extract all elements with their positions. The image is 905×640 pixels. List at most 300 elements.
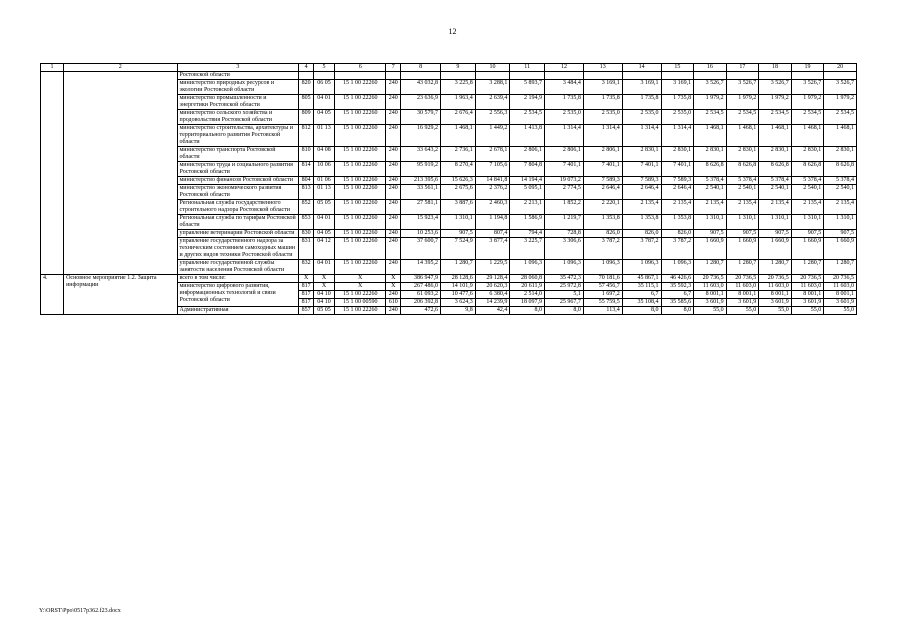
amount-cell: 3 306,6 <box>545 238 584 260</box>
amount-cell: 5 893,7 <box>510 80 545 95</box>
amount-cell: 3 526,7 <box>791 80 824 95</box>
amount-cell: 57 456,7 <box>583 283 622 291</box>
amount-cell: 28 060,8 <box>510 275 545 283</box>
amount-cell: 1 310,1 <box>791 215 824 230</box>
amount-cell: 2 135,4 <box>661 200 694 215</box>
amount-cell: 5 095,1 <box>510 185 545 200</box>
expense-type-cell: 610 <box>386 299 401 307</box>
amount-cell: 6,7 <box>622 291 661 299</box>
amount-cell: 2 535,0 <box>583 110 622 125</box>
amount-cell: 95 919,2 <box>401 162 441 177</box>
amount-cell: 3 169,1 <box>622 80 661 95</box>
expense-type-cell: 240 <box>386 260 401 275</box>
amount-cell <box>726 72 759 80</box>
amount-cell: 907,5 <box>694 230 727 238</box>
amount-cell: 8,0 <box>510 307 545 315</box>
col-header: 1 <box>41 64 64 72</box>
section-code-cell: 05 05 <box>314 200 335 215</box>
amount-cell: 2 678,1 <box>475 147 510 162</box>
amount-cell: 2 535,0 <box>545 110 584 125</box>
amount-cell: 1 353,8 <box>583 215 622 230</box>
amount-cell: 18 097,9 <box>510 299 545 307</box>
amount-cell: 8 626,8 <box>759 162 792 177</box>
col-header: 6 <box>335 64 386 72</box>
number-cell <box>41 72 64 275</box>
table-body <box>41 72 857 315</box>
amount-cell: 5 378,4 <box>694 177 727 185</box>
amount-cell: 267 486,0 <box>401 283 441 291</box>
amount-cell: 70 181,6 <box>583 275 622 283</box>
amount-cell: 1 353,8 <box>661 215 694 230</box>
amount-cell: 2 376,2 <box>475 185 510 200</box>
amount-cell: 1 468,1 <box>726 125 759 147</box>
amount-cell: 10 477,6 <box>441 291 476 299</box>
target-article-cell: 15 1 00 00590 <box>335 299 386 307</box>
amount-cell: 3 787,2 <box>583 238 622 260</box>
amount-cell: 1 314,4 <box>583 125 622 147</box>
amount-cell: 11 603,0 <box>726 283 759 291</box>
amount-cell: 3 526,7 <box>694 80 727 95</box>
amount-cell: 206 392,8 <box>401 299 441 307</box>
amount-cell: 1 468,1 <box>791 125 824 147</box>
amount-cell: 8,0 <box>545 307 584 315</box>
amount-cell: 55,0 <box>791 307 824 315</box>
amount-cell: 3 601,9 <box>694 299 727 307</box>
amount-cell: 1 660,9 <box>694 238 727 260</box>
amount-cell: 55 759,5 <box>583 299 622 307</box>
amount-cell: 27 581,1 <box>401 200 441 215</box>
amount-cell: 6,7 <box>661 291 694 299</box>
amount-cell: 8 270,4 <box>441 162 476 177</box>
section-code-cell: 10 06 <box>314 162 335 177</box>
section-code-cell: 04 10 <box>314 299 335 307</box>
amount-cell: 2 646,4 <box>583 185 622 200</box>
amount-cell: 8,0 <box>661 307 694 315</box>
section-code-cell: 05 05 <box>314 307 335 315</box>
amount-cell: 7 401,1 <box>583 162 622 177</box>
amount-cell: 1 194,8 <box>475 215 510 230</box>
target-article-cell: 15 1 00 22260 <box>335 95 386 110</box>
amount-cell <box>694 72 727 80</box>
amount-cell: 2 736,1 <box>441 147 476 162</box>
amount-cell: 1 310,1 <box>824 215 857 230</box>
amount-cell: 3 601,9 <box>791 299 824 307</box>
amount-cell: 15 626,3 <box>441 177 476 185</box>
amount-cell: 1 314,4 <box>545 125 584 147</box>
amount-cell: 1 979,2 <box>726 95 759 110</box>
amount-cell: 2 194,9 <box>510 95 545 110</box>
amount-cell: 1 280,7 <box>726 260 759 275</box>
amount-cell: 1 449,2 <box>475 125 510 147</box>
section-code-cell: 04 12 <box>314 238 335 260</box>
executor-cell: министерство экономического развития Ростовской области <box>177 185 299 200</box>
amount-cell: 1 735,8 <box>661 95 694 110</box>
amount-cell: 3 887,6 <box>441 200 476 215</box>
amount-cell: 7 589,3 <box>583 177 622 185</box>
section-code-cell: 04 10 <box>314 291 335 299</box>
amount-cell: 1 280,7 <box>759 260 792 275</box>
amount-cell: 1 979,2 <box>759 95 792 110</box>
amount-cell: 2 830,1 <box>661 147 694 162</box>
executor-cell: министерство природных ресурсов и экологии Ростовской области <box>177 80 299 95</box>
amount-cell: 7 401,1 <box>545 162 584 177</box>
amount-cell: 23 636,9 <box>401 95 441 110</box>
section-code-cell: 04 08 <box>314 147 335 162</box>
amount-cell: 7 589,3 <box>622 177 661 185</box>
amount-cell: 1 353,8 <box>622 215 661 230</box>
amount-cell: 2 830,1 <box>694 147 727 162</box>
gr-code-cell: 812 <box>299 125 314 147</box>
amount-cell: 3 484,4 <box>545 80 584 95</box>
amount-cell: 2 135,4 <box>726 200 759 215</box>
col-header: 7 <box>386 64 401 72</box>
amount-cell: 8 626,8 <box>824 162 857 177</box>
amount-cell: 5,1 <box>545 291 584 299</box>
col-header: 12 <box>545 64 584 72</box>
amount-cell: 3 787,2 <box>622 238 661 260</box>
expense-type-cell: 240 <box>386 162 401 177</box>
amount-cell: 1 096,3 <box>622 260 661 275</box>
amount-cell: 35 592,3 <box>661 283 694 291</box>
target-article-cell: 15 1 00 22260 <box>335 200 386 215</box>
executor-cell: управление государственной службы занятости населения Ростовской области <box>177 260 299 275</box>
gr-code-cell: 813 <box>299 185 314 200</box>
amount-cell: 35 585,6 <box>661 299 694 307</box>
amount-cell: 55,0 <box>824 307 857 315</box>
expense-type-cell: 240 <box>386 200 401 215</box>
amount-cell <box>661 72 694 80</box>
expense-type-cell: X <box>386 283 401 291</box>
file-path-footer: Y:\ORST\Ppo\0517p362.f23.docx <box>39 608 121 614</box>
amount-cell: 3 877,4 <box>475 238 510 260</box>
amount-cell: 1 280,7 <box>791 260 824 275</box>
section-code-cell: 01 06 <box>314 177 335 185</box>
column-number-row <box>41 64 857 72</box>
amount-cell <box>475 72 510 80</box>
amount-cell: 1 979,2 <box>791 95 824 110</box>
amount-cell: 2 135,4 <box>694 200 727 215</box>
amount-cell: 1 310,1 <box>759 215 792 230</box>
amount-cell: 2 514,0 <box>510 291 545 299</box>
expense-type-cell: 240 <box>386 80 401 95</box>
amount-cell: 1 310,1 <box>726 215 759 230</box>
amount-cell: 20 736,5 <box>824 275 857 283</box>
amount-cell: 2 540,1 <box>694 185 727 200</box>
amount-cell: 907,5 <box>759 230 792 238</box>
amount-cell: 35 115,1 <box>622 283 661 291</box>
amount-cell: 1 468,1 <box>824 125 857 147</box>
amount-cell: 35 108,4 <box>622 299 661 307</box>
target-article-cell: 15 1 00 22260 <box>335 307 386 315</box>
amount-cell: 2 135,4 <box>824 200 857 215</box>
expense-type-cell: 240 <box>386 125 401 147</box>
target-article-cell: 15 1 00 22260 <box>335 185 386 200</box>
amount-cell: 2 646,4 <box>661 185 694 200</box>
section-code-cell: 04 01 <box>314 260 335 275</box>
amount-cell: 3 624,3 <box>441 299 476 307</box>
executor-cell: министерство промышленности и энергетики Ростовской области <box>177 95 299 110</box>
amount-cell: 3 601,9 <box>726 299 759 307</box>
col-header: 5 <box>314 64 335 72</box>
amount-cell: 7 401,1 <box>622 162 661 177</box>
target-article-cell: 15 1 00 22260 <box>335 177 386 185</box>
amount-cell: 728,8 <box>545 230 584 238</box>
executor-cell: министерство труда и социального развития Ростовской области <box>177 162 299 177</box>
executor-cell: Региональная служба государственного строительного надзора Ростовской области <box>177 200 299 215</box>
amount-cell: 1 852,2 <box>545 200 584 215</box>
amount-cell: 2 830,1 <box>791 147 824 162</box>
gr-code-cell: 831 <box>299 238 314 260</box>
amount-cell: 826,0 <box>583 230 622 238</box>
gr-code-cell: 817 <box>299 291 314 299</box>
amount-cell: 2 540,1 <box>726 185 759 200</box>
amount-cell: 37 600,7 <box>401 238 441 260</box>
amount-cell: 30 579,7 <box>401 110 441 125</box>
amount-cell: 826,0 <box>661 230 694 238</box>
amount-cell: 1 697,2 <box>583 291 622 299</box>
amount-cell: 1 280,7 <box>824 260 857 275</box>
expense-type-cell: 240 <box>386 291 401 299</box>
amount-cell: 2 535,0 <box>661 110 694 125</box>
col-header: 16 <box>694 64 727 72</box>
amount-cell: 2 540,1 <box>759 185 792 200</box>
col-header: 18 <box>759 64 792 72</box>
executor-cell: министерство финансов Ростовской области <box>177 177 299 185</box>
amount-cell: 1 229,5 <box>475 260 510 275</box>
section-code-cell: 04 01 <box>314 215 335 230</box>
amount-cell: 2 830,1 <box>726 147 759 162</box>
expense-type-cell: 240 <box>386 215 401 230</box>
amount-cell: 1 219,7 <box>545 215 584 230</box>
amount-cell: 5 378,4 <box>791 177 824 185</box>
executor-cell: управление ветеринарии Ростовской области <box>177 230 299 238</box>
col-header: 8 <box>401 64 441 72</box>
amount-cell <box>441 72 476 80</box>
amount-cell: 7 804,8 <box>510 162 545 177</box>
amount-cell: 15 923,4 <box>401 215 441 230</box>
amount-cell: 5 378,4 <box>726 177 759 185</box>
amount-cell <box>299 72 314 80</box>
amount-cell: 3 169,1 <box>661 80 694 95</box>
gr-code-cell: 830 <box>299 230 314 238</box>
amount-cell: 8 626,8 <box>791 162 824 177</box>
amount-cell: 2 135,4 <box>791 200 824 215</box>
amount-cell: 42,4 <box>475 307 510 315</box>
target-article-cell: 15 1 00 22260 <box>335 238 386 260</box>
number-cell: 4. <box>41 275 64 315</box>
amount-cell: 5 378,4 <box>824 177 857 185</box>
section-code-cell: 04 01 <box>314 95 335 110</box>
amount-cell: 20 611,9 <box>510 283 545 291</box>
amount-cell: 2 806,1 <box>545 147 584 162</box>
gr-code-cell: 810 <box>299 147 314 162</box>
col-header: 15 <box>661 64 694 72</box>
amount-cell: 8 001,1 <box>726 291 759 299</box>
gr-code-cell: 832 <box>299 260 314 275</box>
amount-cell: 2 534,5 <box>510 110 545 125</box>
expense-type-cell: 240 <box>386 95 401 110</box>
amount-cell: 3 787,2 <box>661 238 694 260</box>
amount-cell: 2 135,4 <box>622 200 661 215</box>
section-code-cell: 04 05 <box>314 110 335 125</box>
executor-cell: министерство сельского хозяйства и продовольствия Ростовской области <box>177 110 299 125</box>
amount-cell: 3 225,7 <box>510 238 545 260</box>
expense-type-cell: 240 <box>386 238 401 260</box>
amount-cell: 386 947,9 <box>401 275 441 283</box>
amount-cell: 1 979,2 <box>694 95 727 110</box>
amount-cell: 9,8 <box>441 307 476 315</box>
amount-cell: 907,5 <box>441 230 476 238</box>
amount-cell: 3 526,7 <box>726 80 759 95</box>
amount-cell: 8 626,8 <box>726 162 759 177</box>
amount-cell: 1 586,9 <box>510 215 545 230</box>
amount-cell: 5 378,4 <box>759 177 792 185</box>
expense-type-cell: 240 <box>386 230 401 238</box>
executor-cell: управление государственного надзора за техническим состоянием самоходных машин и других видов техники Ростовской области <box>177 238 299 260</box>
amount-cell: 1 468,1 <box>694 125 727 147</box>
expense-type-cell: 240 <box>386 307 401 315</box>
col-header: 13 <box>583 64 622 72</box>
gr-code-cell: 809 <box>299 110 314 125</box>
col-header: 10 <box>475 64 510 72</box>
section-code-cell: 04 05 <box>314 230 335 238</box>
amount-cell: 6 380,4 <box>475 291 510 299</box>
amount-cell <box>386 72 401 80</box>
col-header: 4 <box>299 64 314 72</box>
gr-code-cell: X <box>299 275 314 283</box>
amount-cell: 1 660,9 <box>824 238 857 260</box>
section-code-cell: X <box>314 275 335 283</box>
amount-cell: 2 830,1 <box>622 147 661 162</box>
table-row <box>41 72 857 80</box>
amount-cell: 20 736,5 <box>726 275 759 283</box>
amount-cell: 1 963,4 <box>441 95 476 110</box>
measure-cell <box>64 72 177 275</box>
gr-code-cell: 817 <box>299 283 314 291</box>
amount-cell: 3 169,1 <box>583 80 622 95</box>
amount-cell <box>583 72 622 80</box>
amount-cell: 2 830,1 <box>824 147 857 162</box>
col-header: 11 <box>510 64 545 72</box>
amount-cell: 28 128,6 <box>441 275 476 283</box>
amount-cell: 2 540,1 <box>791 185 824 200</box>
amount-cell: 3 526,7 <box>759 80 792 95</box>
amount-cell: 25 972,8 <box>545 283 584 291</box>
target-article-cell: 15 1 00 22260 <box>335 291 386 299</box>
executor-cell: министерство строительства, архитектуры и территориального развития Ростовской области <box>177 125 299 147</box>
amount-cell: 2 213,1 <box>510 200 545 215</box>
amount-cell: 20 736,5 <box>791 275 824 283</box>
target-article-cell: 15 1 00 22260 <box>335 110 386 125</box>
executor-cell: всего в том числе: <box>177 275 299 283</box>
amount-cell: 1 096,3 <box>661 260 694 275</box>
executor-cell: Ростовской области <box>177 72 299 80</box>
target-article-cell: X <box>335 283 386 291</box>
amount-cell: 3 601,9 <box>824 299 857 307</box>
amount-cell: 20 736,5 <box>694 275 727 283</box>
amount-cell: 11 603,0 <box>759 283 792 291</box>
amount-cell: 14 194,4 <box>510 177 545 185</box>
executor-cell: Административная <box>177 307 299 315</box>
amount-cell: 2 535,0 <box>622 110 661 125</box>
page-number: 12 <box>448 27 457 36</box>
gr-code-cell: 853 <box>299 215 314 230</box>
gr-code-cell: 814 <box>299 162 314 177</box>
amount-cell: 1 979,2 <box>824 95 857 110</box>
executor-cell: Региональная служба по тарифам Ростовской области <box>177 215 299 230</box>
amount-cell <box>791 72 824 80</box>
target-article-cell: 15 1 00 22260 <box>335 162 386 177</box>
amount-cell: 907,5 <box>791 230 824 238</box>
amount-cell: 3 288,1 <box>475 80 510 95</box>
amount-cell <box>401 72 441 80</box>
section-code-cell: 06 05 <box>314 80 335 95</box>
col-header: 2 <box>64 64 177 72</box>
col-header: 20 <box>824 64 857 72</box>
col-header: 17 <box>726 64 759 72</box>
amount-cell: 29 128,4 <box>475 275 510 283</box>
gr-code-cell: 852 <box>299 200 314 215</box>
amount-cell: 2 806,1 <box>583 147 622 162</box>
gr-code-cell: 820 <box>299 80 314 95</box>
amount-cell: 16 929,2 <box>401 125 441 147</box>
measure-cell: Основное мероприятие 1.2. Защита информации <box>64 275 177 315</box>
expense-type-cell: 240 <box>386 185 401 200</box>
amount-cell: 2 639,4 <box>475 95 510 110</box>
col-header: 14 <box>622 64 661 72</box>
col-header: 9 <box>441 64 476 72</box>
amount-cell: 7 524,9 <box>441 238 476 260</box>
amount-cell: 2 460,3 <box>475 200 510 215</box>
amount-cell: 8 001,1 <box>759 291 792 299</box>
amount-cell: 2 534,5 <box>791 110 824 125</box>
amount-cell: 2 534,5 <box>759 110 792 125</box>
target-article-cell: 15 1 00 22260 <box>335 230 386 238</box>
target-article-cell: 15 1 00 22260 <box>335 80 386 95</box>
col-header: 3 <box>177 64 299 72</box>
amount-cell: 35 472,3 <box>545 275 584 283</box>
gr-code-cell: 804 <box>299 177 314 185</box>
amount-cell: 1 660,9 <box>759 238 792 260</box>
amount-cell: 8,0 <box>622 307 661 315</box>
amount-cell: 14 841,8 <box>475 177 510 185</box>
amount-cell: 794,4 <box>510 230 545 238</box>
amount-cell: 1 310,1 <box>441 215 476 230</box>
expense-type-cell: 240 <box>386 110 401 125</box>
amount-cell: 20 620,3 <box>475 283 510 291</box>
amount-cell: 1 096,3 <box>545 260 584 275</box>
amount-cell: 1 096,3 <box>583 260 622 275</box>
target-article-cell: 15 1 00 22260 <box>335 147 386 162</box>
amount-cell: 1 735,8 <box>545 95 584 110</box>
amount-cell: 2 534,5 <box>726 110 759 125</box>
amount-cell: 2 540,1 <box>824 185 857 200</box>
expense-type-cell: 240 <box>386 177 401 185</box>
gr-code-cell: 817 <box>299 299 314 307</box>
amount-cell: 826,0 <box>622 230 661 238</box>
amount-cell: 1 314,4 <box>622 125 661 147</box>
amount-cell: 472,6 <box>401 307 441 315</box>
amount-cell: 1 310,1 <box>694 215 727 230</box>
amount-cell: 1 314,4 <box>661 125 694 147</box>
amount-cell: 8 001,1 <box>791 291 824 299</box>
amount-cell: 55,0 <box>726 307 759 315</box>
amount-cell: 907,5 <box>824 230 857 238</box>
amount-cell: 11 603,0 <box>694 283 727 291</box>
amount-cell: 2 135,4 <box>759 200 792 215</box>
amount-cell <box>824 72 857 80</box>
amount-cell: 1 096,3 <box>510 260 545 275</box>
